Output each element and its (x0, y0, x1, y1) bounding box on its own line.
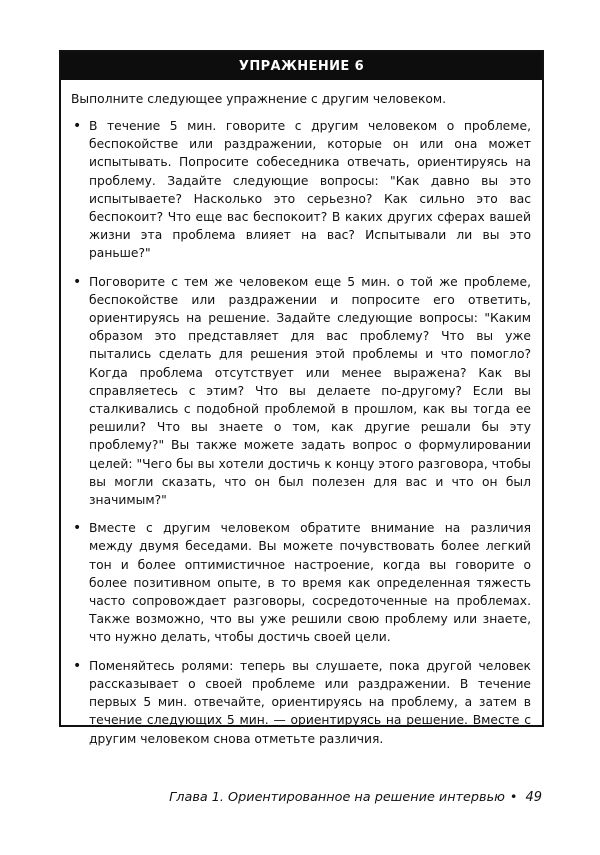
list-item: • Поговорите с тем же человеком еще 5 мин. о той же проблеме, беспокойстве или раздражении и попросите его ответить, ориентируясь на решение. Задайте следующие вопросы: "Каким образом это представляет для вас проблему? Что вы уже пытались сделать для решения этой проблемы и что помогло? Когда проблема отсутствует или менее выражена? Как вы справляетесь с этим? Что вы делаете по-другому? Если вы сталкивались с подобной проблемой в прошлом, как вы тогда ее решили? Что вы знаете о том, как другие решали бы эту проблему?" Вы также можете задать вопрос о формулировании целей: "Чего бы вы хотели достичь к концу этого разговора, чтобы вы могли сказать, что он был полезен для вас и что он был значимым?" (71, 273, 531, 510)
exercise-list (61, 117, 542, 748)
chapter-title: Глава 1. Ориентированное на решение интервью (169, 790, 505, 805)
footer-separator: • (509, 790, 518, 805)
list-item: • Вместе с другим человеком обратите внимание на различия между двумя беседами. Вы можете почувствовать более легкий тон и более оптимистичное настроение, когда вы говорите о более позитивном опыте, в то время как определенная тяжесть часто сопровождает разговоры, сосредоточенные на проблемах. Также возможно, что вы уже решили свою проблему или знаете, что нужно делать, чтобы достичь своей цели. (71, 519, 531, 646)
list-item: • Поменяйтесь ролями: теперь вы слушаете, пока другой человек рассказывает о своей проблеме или раздражении. В течение первых 5 мин. отвечайте, ориентируясь на проблему, а затем в течение следующих 5 мин. — ориентируясь на решение. Вместе с другим человеком снова отметьте различия. (71, 657, 531, 748)
exercise-title: УПРАЖНЕНИЕ 6 (61, 52, 542, 80)
page-footer (169, 790, 542, 805)
exercise-intro: Выполните следующее упражнение с другим человеком. (71, 92, 447, 106)
exercise-box (59, 50, 544, 746)
page-number: 49 (525, 790, 542, 805)
list-item: • В течение 5 мин. говорите с другим человеком о проблеме, беспокойстве или раздражении, которые он или она может испытывать. Попросите собеседника отвечать, ориентируясь на проблему. Задайте следующие вопросы: "Как давно вы это испытываете? Насколько это серьезно? Как сильно это вас беспокоит? Что еще вас беспокоит? В каких других сферах вашей жизни эта проблема влияет на вас? Испытывали ли вы это раньше?" (71, 117, 531, 263)
